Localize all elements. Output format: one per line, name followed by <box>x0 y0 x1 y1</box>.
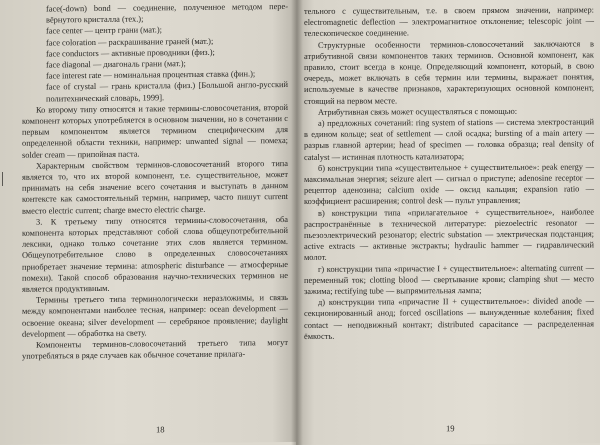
list-item: г) конструкции типа «причастие I + существительное»: alternating current — переменный ток; clotting blood — свертывание крови; clamping shut — место зажима; rectifying tube — выпрямительная лампа; <box>304 263 594 297</box>
left-page <box>0 0 296 445</box>
page-number-right: 19 <box>446 423 455 434</box>
glossary-entry: face conductors — активные проводники (физ.); <box>46 47 215 59</box>
list-item: а) предложных сочетаний: ring system of stations — система электростанций в едином кольце; seat of settlement — слой осадка; bursting of a main artery — разрыв главной артерии; head of specimen — головка образца; real density of catalyst — истинная плотность катализатора; <box>304 117 594 162</box>
glossary-entry: face(-down) bond — соединение, полученное методом пере-вёрнутого кристалла (тех.); <box>46 1 288 25</box>
paragraph: тельного с существительным, т.е. в своем прямом значении, например: electromagnetic deflection — электромагнитное отклонение; telescopic joint — телескопическое соединение. <box>304 5 594 39</box>
book-gutter <box>291 0 303 445</box>
right-page-text <box>304 4 594 342</box>
paragraph: Структурные особенности терминов-словосочетаний заключаются в атрибутивной связи компонентов таких терминов. Основной компонент, как правило, стоит всегда в конце. Определяющий компонент, который, в свою очередь, может включать в себя термин или термины, выражает понятия, используемые в качестве признаков, характеризующих основной компонент, стоящий на первом месте. <box>304 39 594 106</box>
glossary-entry: face diagonal — диагональ грани (мат.); <box>46 59 186 70</box>
paragraph: Термины третьего типа терминологически неразложимы, и связь между компонентами наиболее тесная, например: ocean development — освоение океана; silver development — серебряное проявление; daylight development — обработка на свету. <box>22 293 288 339</box>
right-page <box>296 0 600 445</box>
paragraph: Атрибутивная связь может осуществляться с помощью: <box>318 106 518 117</box>
list-item: б) конструкции типа «существительное + существительное»: peak energy — максимальная энергия; seizure alert — сигнал о приступе; adenosine receptor — рецептор аденозина; calcium oxide — оксид кальция; expansion ratio — коэффициент расширения; control desk — пульт управления; <box>304 162 594 207</box>
glossary-entry: face of crystal — грань кристалла (физ.) [Большой англо-русский политехнический словарь, 1999]. <box>46 80 288 104</box>
paragraph-type-three: 3. К третьему типу относятся термины-словосочетания, оба компонента которых представляют собой слова общеупотребительной лексики, однако только сочетание этих слов является термином. Общеупотребительное слово в определенных словосочетаниях приобретает значение термина: atmospheric disturbance — атмосферные помехи). Такой способ образования научно-технических терминов не является продуктивным. <box>22 214 288 294</box>
glossary-entry: face coloration — раскрашивание граней (мат.); <box>46 36 214 48</box>
list-item: д) конструкции типа «причастие II + существительное»: divided anode — секционированный анод; forced oscillations — вынужденные колебания; fixed contact — неподвижный контакт; distributed capacitance — распределенная ёмкость. <box>304 296 594 341</box>
left-page-text <box>22 1 288 362</box>
paragraph: Характерным свойством терминов-словосочетаний второго типа является то, что их второй компонент, т.е. существительное, может принимать на себя значение всего сочетания и выступать в данном контексте как самостоятельный термин, например, часто пишут current вместо electric current; charge вместо electric charge. <box>22 158 288 216</box>
paragraph: Компоненты терминов-словосочетаний третьего типа могут употребляться в ряде случаев как обычное сочетание прилага- <box>22 338 288 362</box>
page-number-left: 18 <box>156 424 165 435</box>
paragraph: Ко второму типу относятся и такие термины-словосочетания, второй компонент которых употребляется в основном значении, но в сочетании с первым компонентом является термином специфическим для определенной области техники, например: unwanted signal — помеха; solder cream — припойная паста. <box>22 102 288 160</box>
list-item: в) конструкции типа «прилагательное + существительное», наиболее распространённые в технической литературе: piezoelectric resonator — пьезоэлектрический резонатор; electric substation — электрическая подстанция; active extracts — активные экстракты; hydraulic hammer — гидравлический молот. <box>304 207 594 263</box>
glossary-entry: face interest rate — номинальная процентная ставка (фин.); <box>46 69 256 81</box>
glossary-entry: face center — центр грани (мат.); <box>46 25 162 36</box>
pencil-margin-mark <box>2 172 11 186</box>
